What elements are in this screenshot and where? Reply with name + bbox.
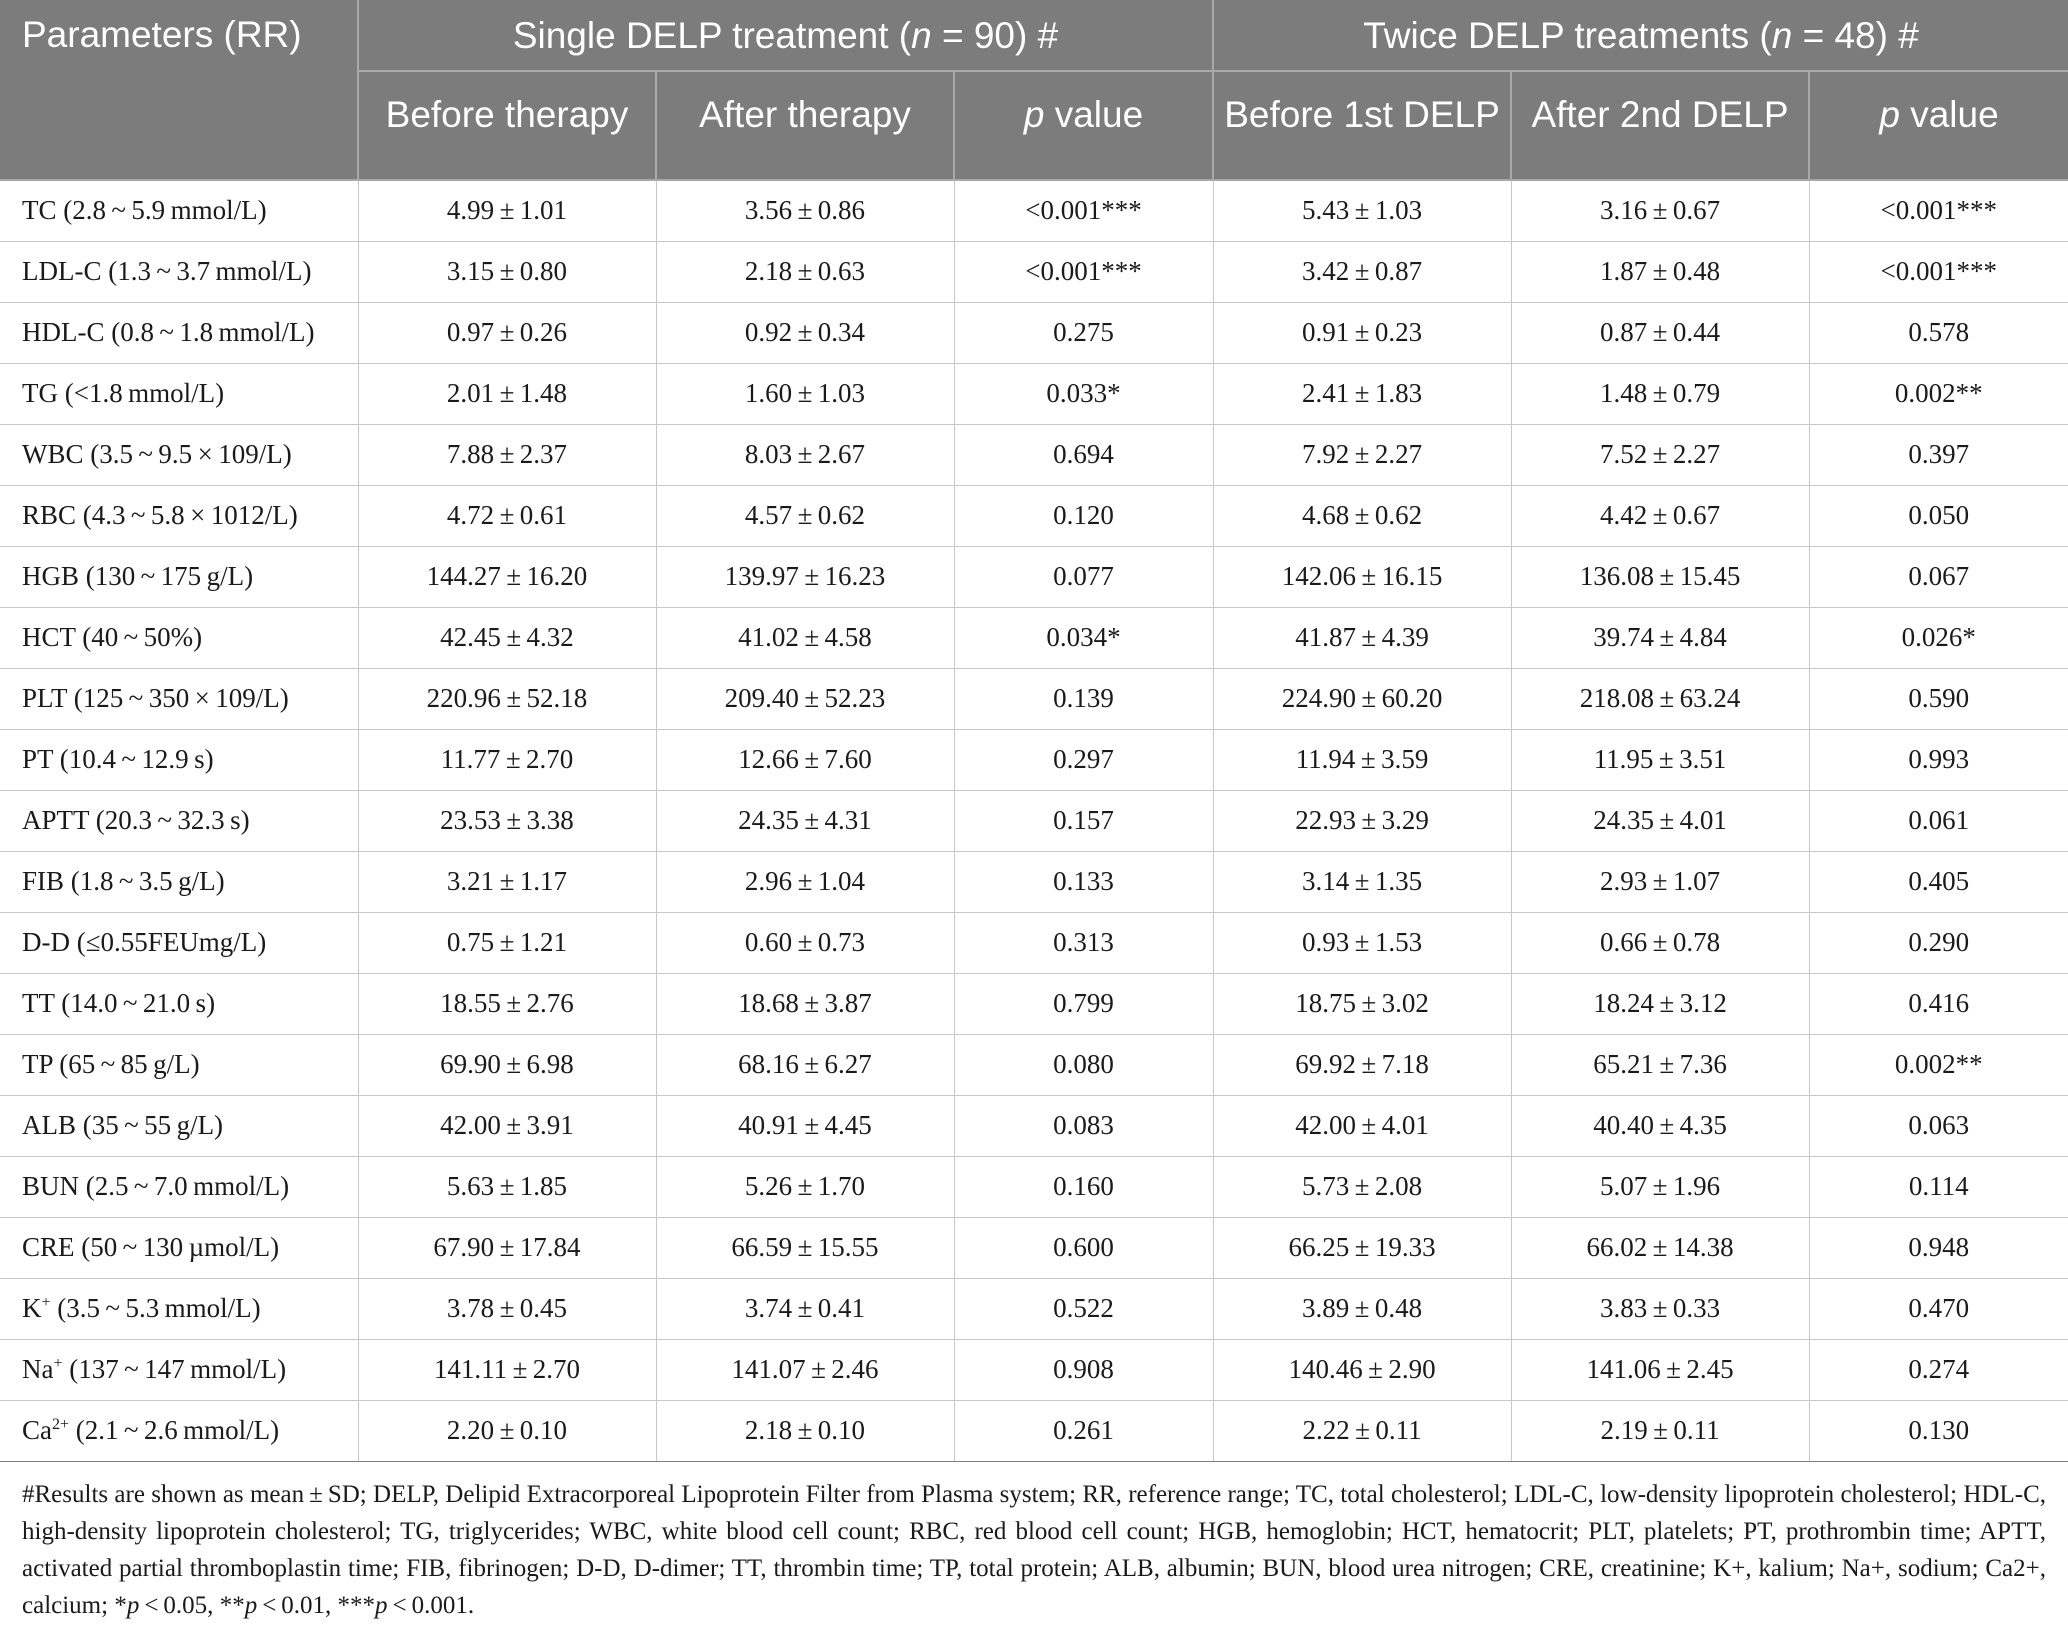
footnote-sig2: ** bbox=[219, 1591, 245, 1619]
footnote-sig3-rest: < 0.001. bbox=[387, 1591, 475, 1619]
table-row bbox=[0, 485, 2068, 546]
twice-after-cell: 39.74 ± 4.84 bbox=[1511, 607, 1809, 668]
single-p-cell: 0.133 bbox=[954, 851, 1213, 912]
twice-after-cell: 4.42 ± 0.67 bbox=[1511, 485, 1809, 546]
twice-after-cell: 218.08 ± 63.24 bbox=[1511, 668, 1809, 729]
header-p-value-single bbox=[954, 71, 1213, 180]
param-cell bbox=[0, 363, 358, 424]
single-group-n: n bbox=[911, 14, 932, 56]
param-cell bbox=[0, 729, 358, 790]
single-p-cell: 0.908 bbox=[954, 1339, 1213, 1400]
table-row bbox=[0, 1339, 2068, 1400]
single-after-cell: 1.60 ± 1.03 bbox=[656, 363, 954, 424]
twice-before-cell: 7.92 ± 2.27 bbox=[1213, 424, 1511, 485]
twice-before-cell: 3.42 ± 0.87 bbox=[1213, 241, 1511, 302]
p-rest: value bbox=[1044, 94, 1144, 135]
single-p-cell: 0.694 bbox=[954, 424, 1213, 485]
table-row bbox=[0, 973, 2068, 1034]
twice-p-cell: 0.397 bbox=[1809, 424, 2068, 485]
single-after-cell: 2.18 ± 0.63 bbox=[656, 241, 954, 302]
single-group-suffix: = 90) # bbox=[931, 14, 1059, 56]
header-row-groups bbox=[0, 0, 2068, 71]
header-after-therapy: After therapy bbox=[656, 71, 954, 180]
table-row bbox=[0, 1400, 2068, 1461]
twice-p-cell: <0.001*** bbox=[1809, 241, 2068, 302]
param-cell bbox=[0, 607, 358, 668]
single-p-cell: 0.600 bbox=[954, 1217, 1213, 1278]
param-name: APTT (20.3 ~ 32.3 s) bbox=[22, 805, 250, 835]
twice-after-cell: 7.52 ± 2.27 bbox=[1511, 424, 1809, 485]
param-name: HGB (130 ~ 175 g/L) bbox=[22, 561, 254, 591]
single-p-cell: 0.120 bbox=[954, 485, 1213, 546]
param-cell bbox=[0, 180, 358, 241]
param-cell bbox=[0, 1156, 358, 1217]
twice-p-cell: 0.290 bbox=[1809, 912, 2068, 973]
param-superscript: + bbox=[41, 1294, 51, 1311]
table-row bbox=[0, 790, 2068, 851]
single-after-cell: 2.18 ± 0.10 bbox=[656, 1400, 954, 1461]
param-name: TG (<1.8 mmol/L) bbox=[22, 378, 225, 408]
twice-after-cell: 2.93 ± 1.07 bbox=[1511, 851, 1809, 912]
twice-group-prefix: Twice DELP treatments ( bbox=[1363, 14, 1772, 56]
table-row bbox=[0, 668, 2068, 729]
single-before-cell: 144.27 ± 16.20 bbox=[358, 546, 656, 607]
param-cell bbox=[0, 546, 358, 607]
single-p-cell: 0.083 bbox=[954, 1095, 1213, 1156]
single-after-cell: 0.92 ± 0.34 bbox=[656, 302, 954, 363]
single-after-cell: 0.60 ± 0.73 bbox=[656, 912, 954, 973]
param-name: Na bbox=[22, 1354, 54, 1384]
twice-before-cell: 4.68 ± 0.62 bbox=[1213, 485, 1511, 546]
twice-before-cell: 2.41 ± 1.83 bbox=[1213, 363, 1511, 424]
single-p-cell: 0.034* bbox=[954, 607, 1213, 668]
twice-before-cell: 69.92 ± 7.18 bbox=[1213, 1034, 1511, 1095]
twice-after-cell: 0.66 ± 0.78 bbox=[1511, 912, 1809, 973]
param-superscript: 2+ bbox=[52, 1416, 70, 1433]
single-after-cell: 18.68 ± 3.87 bbox=[656, 973, 954, 1034]
single-p-cell: 0.160 bbox=[954, 1156, 1213, 1217]
param-cell bbox=[0, 1278, 358, 1339]
single-p-cell: 0.080 bbox=[954, 1034, 1213, 1095]
twice-after-cell: 1.87 ± 0.48 bbox=[1511, 241, 1809, 302]
single-after-cell: 66.59 ± 15.55 bbox=[656, 1217, 954, 1278]
single-before-cell: 0.75 ± 1.21 bbox=[358, 912, 656, 973]
twice-before-cell: 18.75 ± 3.02 bbox=[1213, 973, 1511, 1034]
twice-p-cell: 0.130 bbox=[1809, 1400, 2068, 1461]
single-after-cell: 24.35 ± 4.31 bbox=[656, 790, 954, 851]
twice-before-cell: 66.25 ± 19.33 bbox=[1213, 1217, 1511, 1278]
single-after-cell: 40.91 ± 4.45 bbox=[656, 1095, 954, 1156]
param-name: PT (10.4 ~ 12.9 s) bbox=[22, 744, 214, 774]
param-cell bbox=[0, 1095, 358, 1156]
twice-before-cell: 5.73 ± 2.08 bbox=[1213, 1156, 1511, 1217]
twice-p-cell: 0.002** bbox=[1809, 363, 2068, 424]
twice-after-cell: 136.08 ± 15.45 bbox=[1511, 546, 1809, 607]
table-row bbox=[0, 302, 2068, 363]
single-p-cell: 0.261 bbox=[954, 1400, 1213, 1461]
twice-p-cell: 0.948 bbox=[1809, 1217, 2068, 1278]
single-p-cell: <0.001*** bbox=[954, 241, 1213, 302]
header-after-2nd: After 2nd DELP bbox=[1511, 71, 1809, 180]
twice-p-cell: 0.050 bbox=[1809, 485, 2068, 546]
table-row bbox=[0, 607, 2068, 668]
single-p-cell: 0.522 bbox=[954, 1278, 1213, 1339]
param-cell bbox=[0, 241, 358, 302]
table-row bbox=[0, 729, 2068, 790]
single-before-cell: 2.20 ± 0.10 bbox=[358, 1400, 656, 1461]
single-p-cell: 0.275 bbox=[954, 302, 1213, 363]
param-cell bbox=[0, 424, 358, 485]
table-body bbox=[0, 180, 2068, 1461]
twice-before-cell: 5.43 ± 1.03 bbox=[1213, 180, 1511, 241]
twice-p-cell: 0.416 bbox=[1809, 973, 2068, 1034]
param-name: BUN (2.5 ~ 7.0 mmol/L) bbox=[22, 1171, 290, 1201]
single-after-cell: 209.40 ± 52.23 bbox=[656, 668, 954, 729]
twice-before-cell: 41.87 ± 4.39 bbox=[1213, 607, 1511, 668]
param-cell bbox=[0, 1400, 358, 1461]
twice-p-cell: 0.063 bbox=[1809, 1095, 2068, 1156]
twice-p-cell: 0.067 bbox=[1809, 546, 2068, 607]
param-name: WBC (3.5 ~ 9.5 × 109/L) bbox=[22, 439, 292, 469]
single-before-cell: 7.88 ± 2.37 bbox=[358, 424, 656, 485]
single-before-cell: 2.01 ± 1.48 bbox=[358, 363, 656, 424]
header-single-group bbox=[358, 0, 1213, 71]
single-after-cell: 139.97 ± 16.23 bbox=[656, 546, 954, 607]
single-before-cell: 4.99 ± 1.01 bbox=[358, 180, 656, 241]
twice-p-cell: 0.590 bbox=[1809, 668, 2068, 729]
footnote-sig3-p: p bbox=[375, 1591, 388, 1619]
single-before-cell: 3.15 ± 0.80 bbox=[358, 241, 656, 302]
param-name: LDL-C (1.3 ~ 3.7 mmol/L) bbox=[22, 256, 312, 286]
twice-group-suffix: = 48) # bbox=[1792, 14, 1919, 56]
param-name: RBC (4.3 ~ 5.8 × 1012/L) bbox=[22, 500, 298, 530]
single-after-cell: 141.07 ± 2.46 bbox=[656, 1339, 954, 1400]
table-row bbox=[0, 1217, 2068, 1278]
single-before-cell: 5.63 ± 1.85 bbox=[358, 1156, 656, 1217]
single-p-cell: 0.297 bbox=[954, 729, 1213, 790]
single-before-cell: 69.90 ± 6.98 bbox=[358, 1034, 656, 1095]
single-before-cell: 141.11 ± 2.70 bbox=[358, 1339, 656, 1400]
single-before-cell: 3.21 ± 1.17 bbox=[358, 851, 656, 912]
param-name: D-D (≤0.55FEUmg/L) bbox=[22, 927, 267, 957]
single-after-cell: 3.74 ± 0.41 bbox=[656, 1278, 954, 1339]
footnote-sig2-rest: < 0.01, bbox=[257, 1591, 338, 1619]
single-after-cell: 8.03 ± 2.67 bbox=[656, 424, 954, 485]
twice-p-cell: 0.026* bbox=[1809, 607, 2068, 668]
single-before-cell: 42.00 ± 3.91 bbox=[358, 1095, 656, 1156]
param-name: HDL-C (0.8 ~ 1.8 mmol/L) bbox=[22, 317, 315, 347]
table-row bbox=[0, 1095, 2068, 1156]
single-group-prefix: Single DELP treatment ( bbox=[512, 14, 912, 56]
p-italic: p bbox=[1023, 94, 1045, 135]
twice-after-cell: 3.16 ± 0.67 bbox=[1511, 180, 1809, 241]
single-after-cell: 12.66 ± 7.60 bbox=[656, 729, 954, 790]
footnote-sig1: * bbox=[114, 1591, 127, 1619]
twice-before-cell: 42.00 ± 4.01 bbox=[1213, 1095, 1511, 1156]
twice-after-cell: 0.87 ± 0.44 bbox=[1511, 302, 1809, 363]
twice-p-cell: 0.114 bbox=[1809, 1156, 2068, 1217]
single-after-cell: 41.02 ± 4.58 bbox=[656, 607, 954, 668]
single-before-cell: 220.96 ± 52.18 bbox=[358, 668, 656, 729]
single-p-cell: 0.077 bbox=[954, 546, 1213, 607]
header-p-value-twice bbox=[1809, 71, 2068, 180]
table-row bbox=[0, 424, 2068, 485]
single-before-cell: 23.53 ± 3.38 bbox=[358, 790, 656, 851]
footnote-sig1-rest: < 0.05, bbox=[139, 1591, 220, 1619]
single-before-cell: 42.45 ± 4.32 bbox=[358, 607, 656, 668]
single-after-cell: 4.57 ± 0.62 bbox=[656, 485, 954, 546]
twice-after-cell: 66.02 ± 14.38 bbox=[1511, 1217, 1809, 1278]
single-p-cell: 0.313 bbox=[954, 912, 1213, 973]
single-before-cell: 3.78 ± 0.45 bbox=[358, 1278, 656, 1339]
twice-before-cell: 0.93 ± 1.53 bbox=[1213, 912, 1511, 973]
single-before-cell: 18.55 ± 2.76 bbox=[358, 973, 656, 1034]
header-parameters bbox=[0, 0, 358, 180]
table-row bbox=[0, 912, 2068, 973]
param-superscript: + bbox=[53, 1355, 63, 1372]
twice-group-n: n bbox=[1771, 14, 1793, 56]
single-before-cell: 4.72 ± 0.61 bbox=[358, 485, 656, 546]
footnote-sig2-p: p bbox=[244, 1591, 258, 1619]
twice-after-cell: 40.40 ± 4.35 bbox=[1511, 1095, 1809, 1156]
table-row bbox=[0, 363, 2068, 424]
param-name: Ca bbox=[22, 1415, 52, 1445]
twice-before-cell: 142.06 ± 16.15 bbox=[1213, 546, 1511, 607]
param-cell bbox=[0, 973, 358, 1034]
twice-before-cell: 0.91 ± 0.23 bbox=[1213, 302, 1511, 363]
header-twice-group bbox=[1213, 0, 2068, 71]
param-range: (3.5 ~ 5.3 mmol/L) bbox=[50, 1293, 261, 1323]
twice-p-cell: <0.001*** bbox=[1809, 180, 2068, 241]
footnote-text: #Results are shown as mean ± SD; DELP, Delipid Extracorporeal Lipoprotein Filter from Plasma system; RR, reference range; TC, total cholesterol; LDL-C, low-density lipoprotein cholesterol; HDL-C, high-density lipoprotein cholesterol; TG, triglycerides; WBC, white blood cell count; RBC, red blood cell count; HGB, hemoglobin; HCT, hematocrit; PLT, platelets; PT, prothrombin time; APTT, activated partial thromboplastin time; FIB, fibrinogen; D-D, D-dimer; TT, thrombin time; TP, total protein; ALB, albumin; BUN, blood urea nitrogen; CRE, creatinine; K+, kalium; Na+, sodium; Ca2+, calcium; bbox=[22, 1480, 2046, 1619]
twice-before-cell: 22.93 ± 3.29 bbox=[1213, 790, 1511, 851]
table-footnote bbox=[0, 1462, 2068, 1624]
param-name: PLT (125 ~ 350 × 109/L) bbox=[22, 683, 289, 713]
twice-after-cell: 5.07 ± 1.96 bbox=[1511, 1156, 1809, 1217]
table-row bbox=[0, 1156, 2068, 1217]
table-row bbox=[0, 180, 2068, 241]
twice-before-cell: 140.46 ± 2.90 bbox=[1213, 1339, 1511, 1400]
footnote-sig3: *** bbox=[337, 1591, 376, 1619]
param-name: FIB (1.8 ~ 3.5 g/L) bbox=[22, 866, 225, 896]
single-after-cell: 5.26 ± 1.70 bbox=[656, 1156, 954, 1217]
twice-after-cell: 141.06 ± 2.45 bbox=[1511, 1339, 1809, 1400]
twice-before-cell: 11.94 ± 3.59 bbox=[1213, 729, 1511, 790]
param-cell bbox=[0, 790, 358, 851]
param-cell bbox=[0, 302, 358, 363]
twice-p-cell: 0.061 bbox=[1809, 790, 2068, 851]
table-row bbox=[0, 1278, 2068, 1339]
twice-p-cell: 0.405 bbox=[1809, 851, 2068, 912]
twice-p-cell: 0.578 bbox=[1809, 302, 2068, 363]
param-cell bbox=[0, 1339, 358, 1400]
twice-after-cell: 2.19 ± 0.11 bbox=[1511, 1400, 1809, 1461]
single-p-cell: 0.139 bbox=[954, 668, 1213, 729]
param-name: ALB (35 ~ 55 g/L) bbox=[22, 1110, 224, 1140]
param-name: TC (2.8 ~ 5.9 mmol/L) bbox=[22, 195, 267, 226]
single-p-cell: 0.157 bbox=[954, 790, 1213, 851]
param-cell bbox=[0, 912, 358, 973]
single-before-cell: 11.77 ± 2.70 bbox=[358, 729, 656, 790]
twice-after-cell: 65.21 ± 7.36 bbox=[1511, 1034, 1809, 1095]
p-italic: p bbox=[1879, 94, 1900, 135]
single-p-cell: <0.001*** bbox=[954, 180, 1213, 241]
param-name: CRE (50 ~ 130 µmol/L) bbox=[22, 1232, 280, 1262]
single-before-cell: 67.90 ± 17.84 bbox=[358, 1217, 656, 1278]
param-name: HCT (40 ~ 50%) bbox=[22, 622, 203, 652]
single-p-cell: 0.033* bbox=[954, 363, 1213, 424]
table-row bbox=[0, 1034, 2068, 1095]
twice-before-cell: 2.22 ± 0.11 bbox=[1213, 1400, 1511, 1461]
param-name: TT (14.0 ~ 21.0 s) bbox=[22, 988, 216, 1018]
single-after-cell: 68.16 ± 6.27 bbox=[656, 1034, 954, 1095]
twice-before-cell: 3.14 ± 1.35 bbox=[1213, 851, 1511, 912]
param-cell bbox=[0, 485, 358, 546]
footnote-sig1-p: p bbox=[126, 1591, 140, 1619]
twice-before-cell: 3.89 ± 0.48 bbox=[1213, 1278, 1511, 1339]
twice-after-cell: 11.95 ± 3.51 bbox=[1511, 729, 1809, 790]
header-before-1st: Before 1st DELP bbox=[1213, 71, 1511, 180]
twice-p-cell: 0.470 bbox=[1809, 1278, 2068, 1339]
twice-p-cell: 0.993 bbox=[1809, 729, 2068, 790]
param-name: K bbox=[22, 1293, 42, 1323]
twice-after-cell: 18.24 ± 3.12 bbox=[1511, 973, 1809, 1034]
twice-before-cell: 224.90 ± 60.20 bbox=[1213, 668, 1511, 729]
twice-after-cell: 3.83 ± 0.33 bbox=[1511, 1278, 1809, 1339]
param-cell bbox=[0, 1217, 358, 1278]
header-before-therapy: Before therapy bbox=[358, 71, 656, 180]
param-cell bbox=[0, 1034, 358, 1095]
single-after-cell: 3.56 ± 0.86 bbox=[656, 180, 954, 241]
header-parameters-label: Parameters (RR) bbox=[22, 14, 302, 55]
table-row bbox=[0, 241, 2068, 302]
param-cell bbox=[0, 851, 358, 912]
p-rest: value bbox=[1899, 94, 1999, 135]
twice-after-cell: 24.35 ± 4.01 bbox=[1511, 790, 1809, 851]
twice-p-cell: 0.274 bbox=[1809, 1339, 2068, 1400]
twice-p-cell: 0.002** bbox=[1809, 1034, 2068, 1095]
single-p-cell: 0.799 bbox=[954, 973, 1213, 1034]
param-range: (2.1 ~ 2.6 mmol/L) bbox=[69, 1415, 280, 1445]
param-name: TP (65 ~ 85 g/L) bbox=[22, 1049, 200, 1079]
single-before-cell: 0.97 ± 0.26 bbox=[358, 302, 656, 363]
table-row bbox=[0, 546, 2068, 607]
param-cell bbox=[0, 668, 358, 729]
param-range: (137 ~ 147 mmol/L) bbox=[62, 1354, 287, 1384]
table-row bbox=[0, 851, 2068, 912]
twice-after-cell: 1.48 ± 0.79 bbox=[1511, 363, 1809, 424]
single-after-cell: 2.96 ± 1.04 bbox=[656, 851, 954, 912]
